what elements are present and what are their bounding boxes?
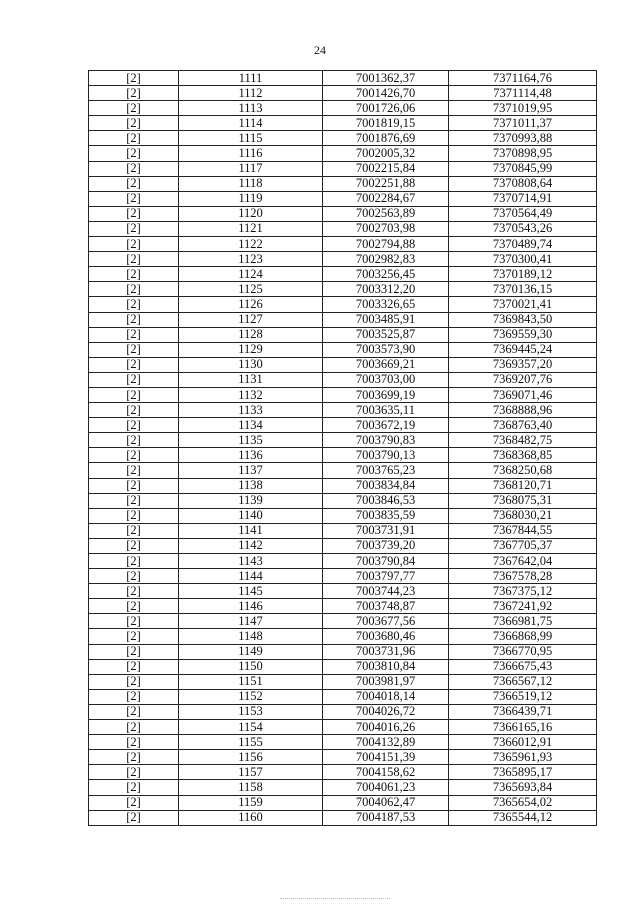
point-number-cell: 1116: [179, 146, 323, 161]
source-ref-cell: [2]: [89, 584, 179, 599]
table-row: [89, 644, 597, 659]
source-ref-cell: [2]: [89, 463, 179, 478]
y-coordinate-cell: 7367844,55: [449, 523, 597, 538]
point-number-cell: 1135: [179, 433, 323, 448]
source-ref-cell: [2]: [89, 327, 179, 342]
table-row: [89, 312, 597, 327]
table-row: [89, 387, 597, 402]
table-row: [89, 433, 597, 448]
point-number-cell: 1142: [179, 538, 323, 553]
point-number-cell: 1140: [179, 508, 323, 523]
x-coordinate-cell: 7001726,06: [323, 101, 449, 116]
source-ref-cell: [2]: [89, 750, 179, 765]
source-ref-cell: [2]: [89, 569, 179, 584]
point-number-cell: 1117: [179, 161, 323, 176]
y-coordinate-cell: 7370564,49: [449, 206, 597, 221]
y-coordinate-cell: 7366165,16: [449, 720, 597, 735]
table-row: [89, 750, 597, 765]
point-number-cell: 1133: [179, 403, 323, 418]
page-number: 24: [314, 43, 326, 57]
source-ref-cell: [2]: [89, 206, 179, 221]
point-number-cell: 1144: [179, 569, 323, 584]
x-coordinate-cell: 7003256,45: [323, 267, 449, 282]
y-coordinate-cell: 7369559,30: [449, 327, 597, 342]
x-coordinate-cell: 7004016,26: [323, 720, 449, 735]
y-coordinate-cell: 7370898,95: [449, 146, 597, 161]
y-coordinate-cell: 7366567,12: [449, 674, 597, 689]
point-number-cell: 1151: [179, 674, 323, 689]
source-ref-cell: [2]: [89, 735, 179, 750]
source-ref-cell: [2]: [89, 372, 179, 387]
point-number-cell: 1132: [179, 387, 323, 402]
point-number-cell: 1113: [179, 101, 323, 116]
table-row: [89, 131, 597, 146]
y-coordinate-cell: 7371011,37: [449, 116, 597, 131]
source-ref-cell: [2]: [89, 342, 179, 357]
x-coordinate-cell: 7003790,83: [323, 433, 449, 448]
x-coordinate-cell: 7004158,62: [323, 765, 449, 780]
table-row: [89, 493, 597, 508]
source-ref-cell: [2]: [89, 191, 179, 206]
table-row: [89, 704, 597, 719]
x-coordinate-cell: 7004062,47: [323, 795, 449, 810]
source-ref-cell: [2]: [89, 689, 179, 704]
y-coordinate-cell: 7370808,64: [449, 176, 597, 191]
point-number-cell: 1126: [179, 297, 323, 312]
point-number-cell: 1125: [179, 282, 323, 297]
y-coordinate-cell: 7366868,99: [449, 629, 597, 644]
y-coordinate-cell: 7369843,50: [449, 312, 597, 327]
point-number-cell: 1147: [179, 614, 323, 629]
source-ref-cell: [2]: [89, 674, 179, 689]
table-row: [89, 629, 597, 644]
table-row: [89, 508, 597, 523]
x-coordinate-cell: 7003525,87: [323, 327, 449, 342]
source-ref-cell: [2]: [89, 523, 179, 538]
table-row: [89, 327, 597, 342]
y-coordinate-cell: 7369357,20: [449, 357, 597, 372]
point-number-cell: 1153: [179, 704, 323, 719]
x-coordinate-cell: 7003797,77: [323, 569, 449, 584]
source-ref-cell: [2]: [89, 720, 179, 735]
y-coordinate-cell: 7370021,41: [449, 297, 597, 312]
source-ref-cell: [2]: [89, 554, 179, 569]
point-number-cell: 1130: [179, 357, 323, 372]
y-coordinate-cell: 7370136,15: [449, 282, 597, 297]
table-row: [89, 569, 597, 584]
x-coordinate-cell: 7003748,87: [323, 599, 449, 614]
x-coordinate-cell: 7002703,98: [323, 221, 449, 236]
x-coordinate-cell: 7003680,46: [323, 629, 449, 644]
table-row: [89, 478, 597, 493]
y-coordinate-cell: 7371019,95: [449, 101, 597, 116]
table-row: [89, 795, 597, 810]
point-number-cell: 1111: [179, 71, 323, 86]
x-coordinate-cell: 7003573,90: [323, 342, 449, 357]
y-coordinate-cell: 7368250,68: [449, 463, 597, 478]
coordinates-table-body: [89, 71, 597, 826]
point-number-cell: 1158: [179, 780, 323, 795]
table-row: [89, 297, 597, 312]
x-coordinate-cell: 7003669,21: [323, 357, 449, 372]
x-coordinate-cell: 7003739,20: [323, 538, 449, 553]
y-coordinate-cell: 7368368,85: [449, 448, 597, 463]
table-row: [89, 86, 597, 101]
x-coordinate-cell: 7001426,70: [323, 86, 449, 101]
table-row: [89, 584, 597, 599]
point-number-cell: 1120: [179, 206, 323, 221]
y-coordinate-cell: 7367375,12: [449, 584, 597, 599]
bottom-dotted-rule: [280, 898, 390, 899]
y-coordinate-cell: 7370993,88: [449, 131, 597, 146]
table-row: [89, 116, 597, 131]
y-coordinate-cell: 7370189,12: [449, 267, 597, 282]
table-row: [89, 780, 597, 795]
x-coordinate-cell: 7004187,53: [323, 810, 449, 825]
source-ref-cell: [2]: [89, 538, 179, 553]
table-row: [89, 659, 597, 674]
table-row: [89, 161, 597, 176]
source-ref-cell: [2]: [89, 221, 179, 236]
table-row: [89, 221, 597, 236]
y-coordinate-cell: 7366675,43: [449, 659, 597, 674]
x-coordinate-cell: 7003731,96: [323, 644, 449, 659]
y-coordinate-cell: 7369071,46: [449, 387, 597, 402]
x-coordinate-cell: 7003981,97: [323, 674, 449, 689]
point-number-cell: 1123: [179, 252, 323, 267]
source-ref-cell: [2]: [89, 780, 179, 795]
y-coordinate-cell: 7367642,04: [449, 554, 597, 569]
table-row: [89, 674, 597, 689]
table-row: [89, 614, 597, 629]
point-number-cell: 1154: [179, 720, 323, 735]
point-number-cell: 1128: [179, 327, 323, 342]
point-number-cell: 1127: [179, 312, 323, 327]
point-number-cell: 1145: [179, 584, 323, 599]
y-coordinate-cell: 7367241,92: [449, 599, 597, 614]
x-coordinate-cell: 7003744,23: [323, 584, 449, 599]
point-number-cell: 1115: [179, 131, 323, 146]
y-coordinate-cell: 7366981,75: [449, 614, 597, 629]
source-ref-cell: [2]: [89, 704, 179, 719]
table-row: [89, 206, 597, 221]
table-row: [89, 538, 597, 553]
x-coordinate-cell: 7003672,19: [323, 418, 449, 433]
y-coordinate-cell: 7365544,12: [449, 810, 597, 825]
source-ref-cell: [2]: [89, 146, 179, 161]
point-number-cell: 1159: [179, 795, 323, 810]
y-coordinate-cell: 7366439,71: [449, 704, 597, 719]
table-row: [89, 599, 597, 614]
source-ref-cell: [2]: [89, 403, 179, 418]
x-coordinate-cell: 7004018,14: [323, 689, 449, 704]
x-coordinate-cell: 7003846,53: [323, 493, 449, 508]
source-ref-cell: [2]: [89, 644, 179, 659]
table-row: [89, 403, 597, 418]
point-number-cell: 1150: [179, 659, 323, 674]
table-row: [89, 689, 597, 704]
source-ref-cell: [2]: [89, 433, 179, 448]
table-row: [89, 523, 597, 538]
source-ref-cell: [2]: [89, 357, 179, 372]
y-coordinate-cell: 7366770,95: [449, 644, 597, 659]
table-row: [89, 252, 597, 267]
x-coordinate-cell: 7004061,23: [323, 780, 449, 795]
y-coordinate-cell: 7370543,26: [449, 221, 597, 236]
x-coordinate-cell: 7002251,88: [323, 176, 449, 191]
x-coordinate-cell: 7003731,91: [323, 523, 449, 538]
source-ref-cell: [2]: [89, 795, 179, 810]
y-coordinate-cell: 7371114,48: [449, 86, 597, 101]
y-coordinate-cell: 7368482,75: [449, 433, 597, 448]
y-coordinate-cell: 7369445,24: [449, 342, 597, 357]
y-coordinate-cell: 7368120,71: [449, 478, 597, 493]
y-coordinate-cell: 7369207,76: [449, 372, 597, 387]
source-ref-cell: [2]: [89, 161, 179, 176]
table-row: [89, 342, 597, 357]
source-ref-cell: [2]: [89, 478, 179, 493]
source-ref-cell: [2]: [89, 810, 179, 825]
x-coordinate-cell: 7003765,23: [323, 463, 449, 478]
y-coordinate-cell: 7366012,91: [449, 735, 597, 750]
table-row: [89, 735, 597, 750]
table-row: [89, 237, 597, 252]
source-ref-cell: [2]: [89, 297, 179, 312]
source-ref-cell: [2]: [89, 629, 179, 644]
x-coordinate-cell: 7002284,67: [323, 191, 449, 206]
table-row: [89, 418, 597, 433]
x-coordinate-cell: 7002794,88: [323, 237, 449, 252]
source-ref-cell: [2]: [89, 101, 179, 116]
x-coordinate-cell: 7003834,84: [323, 478, 449, 493]
point-number-cell: 1155: [179, 735, 323, 750]
point-number-cell: 1112: [179, 86, 323, 101]
point-number-cell: 1121: [179, 221, 323, 236]
source-ref-cell: [2]: [89, 448, 179, 463]
x-coordinate-cell: 7001819,15: [323, 116, 449, 131]
point-number-cell: 1139: [179, 493, 323, 508]
source-ref-cell: [2]: [89, 131, 179, 146]
source-ref-cell: [2]: [89, 282, 179, 297]
source-ref-cell: [2]: [89, 71, 179, 86]
point-number-cell: 1157: [179, 765, 323, 780]
x-coordinate-cell: 7003699,19: [323, 387, 449, 402]
y-coordinate-cell: 7370489,74: [449, 237, 597, 252]
table-row: [89, 146, 597, 161]
point-number-cell: 1137: [179, 463, 323, 478]
y-coordinate-cell: 7368075,31: [449, 493, 597, 508]
table-row: [89, 463, 597, 478]
point-number-cell: 1143: [179, 554, 323, 569]
y-coordinate-cell: 7370845,99: [449, 161, 597, 176]
point-number-cell: 1124: [179, 267, 323, 282]
table-row: [89, 191, 597, 206]
source-ref-cell: [2]: [89, 252, 179, 267]
point-number-cell: 1136: [179, 448, 323, 463]
source-ref-cell: [2]: [89, 267, 179, 282]
source-ref-cell: [2]: [89, 176, 179, 191]
x-coordinate-cell: 7003790,13: [323, 448, 449, 463]
x-coordinate-cell: 7002982,83: [323, 252, 449, 267]
y-coordinate-cell: 7368030,21: [449, 508, 597, 523]
table-row: [89, 282, 597, 297]
point-number-cell: 1119: [179, 191, 323, 206]
source-ref-cell: [2]: [89, 493, 179, 508]
point-number-cell: 1118: [179, 176, 323, 191]
x-coordinate-cell: 7004026,72: [323, 704, 449, 719]
y-coordinate-cell: 7370714,91: [449, 191, 597, 206]
table-row: [89, 765, 597, 780]
table-row: [89, 176, 597, 191]
source-ref-cell: [2]: [89, 387, 179, 402]
source-ref-cell: [2]: [89, 116, 179, 131]
y-coordinate-cell: 7368888,96: [449, 403, 597, 418]
source-ref-cell: [2]: [89, 312, 179, 327]
y-coordinate-cell: 7368763,40: [449, 418, 597, 433]
coordinates-table: [88, 70, 597, 826]
x-coordinate-cell: 7003485,91: [323, 312, 449, 327]
point-number-cell: 1148: [179, 629, 323, 644]
point-number-cell: 1138: [179, 478, 323, 493]
y-coordinate-cell: 7370300,41: [449, 252, 597, 267]
table-row: [89, 448, 597, 463]
x-coordinate-cell: 7003326,65: [323, 297, 449, 312]
point-number-cell: 1131: [179, 372, 323, 387]
x-coordinate-cell: 7003635,11: [323, 403, 449, 418]
x-coordinate-cell: 7003810,84: [323, 659, 449, 674]
x-coordinate-cell: 7001876,69: [323, 131, 449, 146]
x-coordinate-cell: 7003790,84: [323, 554, 449, 569]
source-ref-cell: [2]: [89, 599, 179, 614]
x-coordinate-cell: 7002005,32: [323, 146, 449, 161]
table-row: [89, 71, 597, 86]
source-ref-cell: [2]: [89, 418, 179, 433]
point-number-cell: 1156: [179, 750, 323, 765]
x-coordinate-cell: 7003677,56: [323, 614, 449, 629]
table-row: [89, 554, 597, 569]
point-number-cell: 1146: [179, 599, 323, 614]
point-number-cell: 1129: [179, 342, 323, 357]
point-number-cell: 1122: [179, 237, 323, 252]
y-coordinate-cell: 7371164,76: [449, 71, 597, 86]
point-number-cell: 1141: [179, 523, 323, 538]
x-coordinate-cell: 7003312,20: [323, 282, 449, 297]
x-coordinate-cell: 7004132,89: [323, 735, 449, 750]
source-ref-cell: [2]: [89, 765, 179, 780]
source-ref-cell: [2]: [89, 614, 179, 629]
table-row: [89, 810, 597, 825]
x-coordinate-cell: 7003835,59: [323, 508, 449, 523]
y-coordinate-cell: 7365895,17: [449, 765, 597, 780]
x-coordinate-cell: 7004151,39: [323, 750, 449, 765]
point-number-cell: 1152: [179, 689, 323, 704]
y-coordinate-cell: 7365693,84: [449, 780, 597, 795]
point-number-cell: 1114: [179, 116, 323, 131]
x-coordinate-cell: 7002215,84: [323, 161, 449, 176]
point-number-cell: 1149: [179, 644, 323, 659]
table-row: [89, 267, 597, 282]
table-row: [89, 357, 597, 372]
y-coordinate-cell: 7365961,93: [449, 750, 597, 765]
point-number-cell: 1134: [179, 418, 323, 433]
y-coordinate-cell: 7367578,28: [449, 569, 597, 584]
table-row: [89, 101, 597, 116]
x-coordinate-cell: 7001362,37: [323, 71, 449, 86]
table-row: [89, 372, 597, 387]
point-number-cell: 1160: [179, 810, 323, 825]
y-coordinate-cell: 7367705,37: [449, 538, 597, 553]
y-coordinate-cell: 7366519,12: [449, 689, 597, 704]
x-coordinate-cell: 7003703,00: [323, 372, 449, 387]
source-ref-cell: [2]: [89, 659, 179, 674]
source-ref-cell: [2]: [89, 237, 179, 252]
y-coordinate-cell: 7365654,02: [449, 795, 597, 810]
source-ref-cell: [2]: [89, 508, 179, 523]
source-ref-cell: [2]: [89, 86, 179, 101]
x-coordinate-cell: 7002563,89: [323, 206, 449, 221]
table-row: [89, 720, 597, 735]
